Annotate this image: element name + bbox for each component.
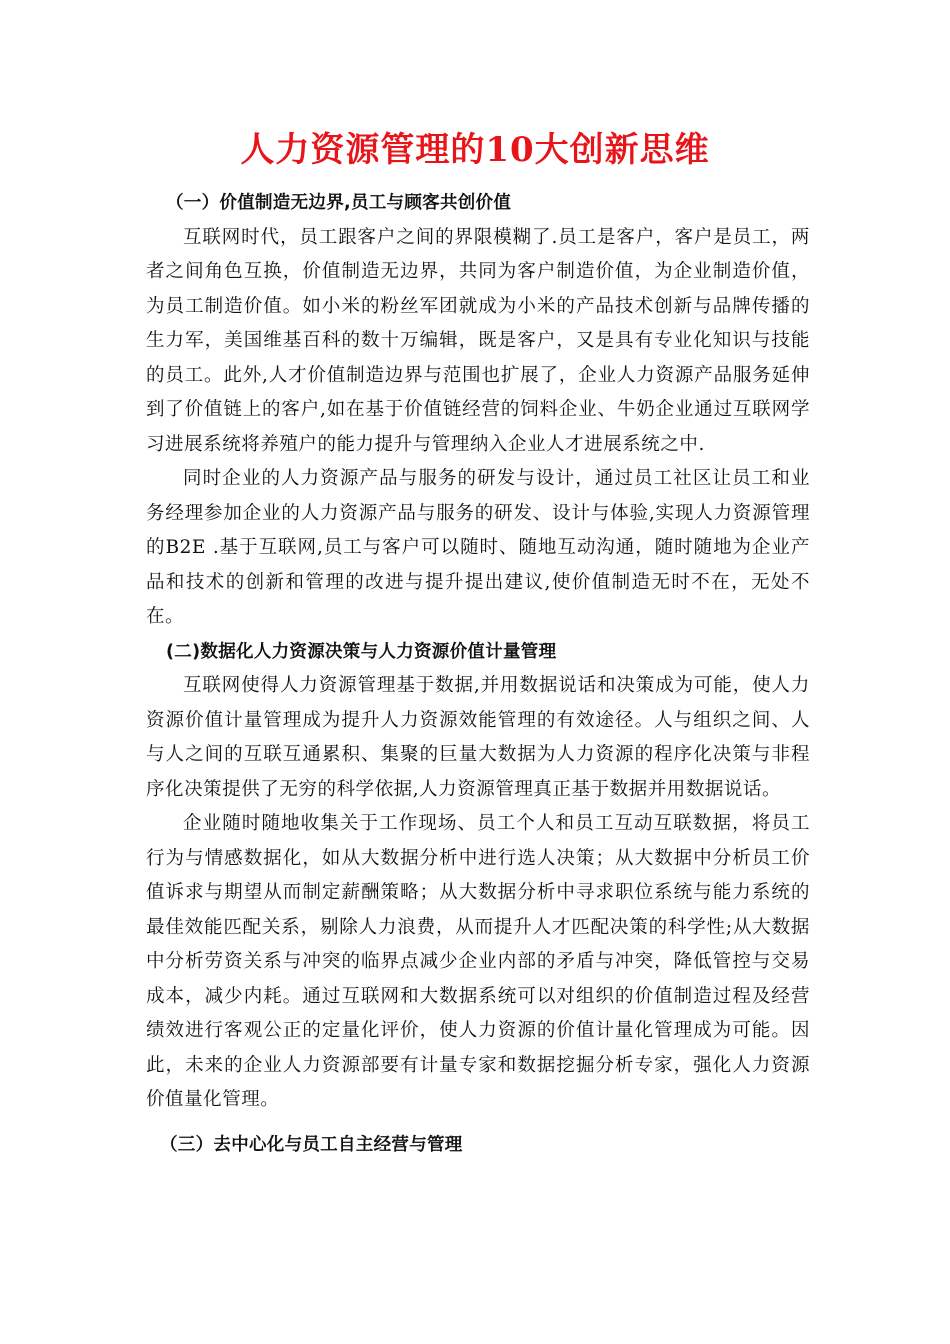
section-heading-2: (二)数据化人力资源决策与人力资源价值计量管理 (166, 641, 557, 662)
document-title: 人力资源管理的10大创新思维 (240, 130, 710, 170)
document-body (146, 186, 810, 1162)
paragraph: 互联网时代，员工跟客户之间的界限模糊了.员工是客户，客户是员工，两者之间角色互换，价值制造无边界，共同为客户制造价值，为企业制造价值，为员工制造价值。如小米的粉丝军团就成为小米的产品技术创新与品牌传播的生力军，美国维基百科的数十万编辑，既是客户，又是具有专业化知识与技能的员工。此外,人才价值制造边界与范围也扩展了，企业人力资源产品服务延伸到了价值链上的客户,如在基于价值链经营的饲料企业、牛奶企业通过互联网学习进展系统将养殖户的能力提升与管理纳入企业人才进展系统之中. (146, 226, 810, 455)
paragraph: 互联网使得人力资源管理基于数据,并用数据说话和决策成为可能，使人力资源价值计量管理成为提升人力资源效能管理的有效途径。人与组织之间、人与人之间的互联互通累积、集聚的巨量大数据为人力资源的程序化决策与非程序化决策提供了无穷的科学依据,人力资源管理真正基于数据并用数据说话。 (146, 675, 810, 800)
paragraph: 同时企业的人力资源产品与服务的研发与设计，通过员工社区让员工和业务经理参加企业的人力资源产品与服务的研发、设计与体验,实现人力资源管理的B2E .基于互联网,员工与客户可以随时、随地互动沟通，随时随地为企业产品和技术的创新和管理的改进与提升提出建议,使价值制造无时不在，无处不在。 (146, 468, 810, 627)
section-heading-3: （三）去中心化与员工自主经营与管理 (160, 1134, 463, 1155)
section-heading-1: （一）价值制造无边界,员工与顾客共创价值 (166, 193, 512, 213)
paragraph: 企业随时随地收集关于工作现场、员工个人和员工互动互联数据，将员工行为与情感数据化，如从大数据分析中进行选人决策；从大数据中分析员工价值诉求与期望从而制定薪酬策略；从大数据分析中寻求职位系统与能力系统的最佳效能匹配关系，剔除人力浪费，从而提升人才匹配决策的科学性;从大数据中分析劳资关系与冲突的临界点减少企业内部的矛盾与冲突，降低管控与交易成本，减少内耗。通过互联网和大数据系统可以对组织的价值制造过程及经营绩效进行客观公正的定量化评价，使人力资源的价值计量化管理成为可能。因此，未来的企业人力资源部要有计量专家和数据挖掘分析专家，强化人力资源价值量化管理。 (146, 813, 810, 1110)
